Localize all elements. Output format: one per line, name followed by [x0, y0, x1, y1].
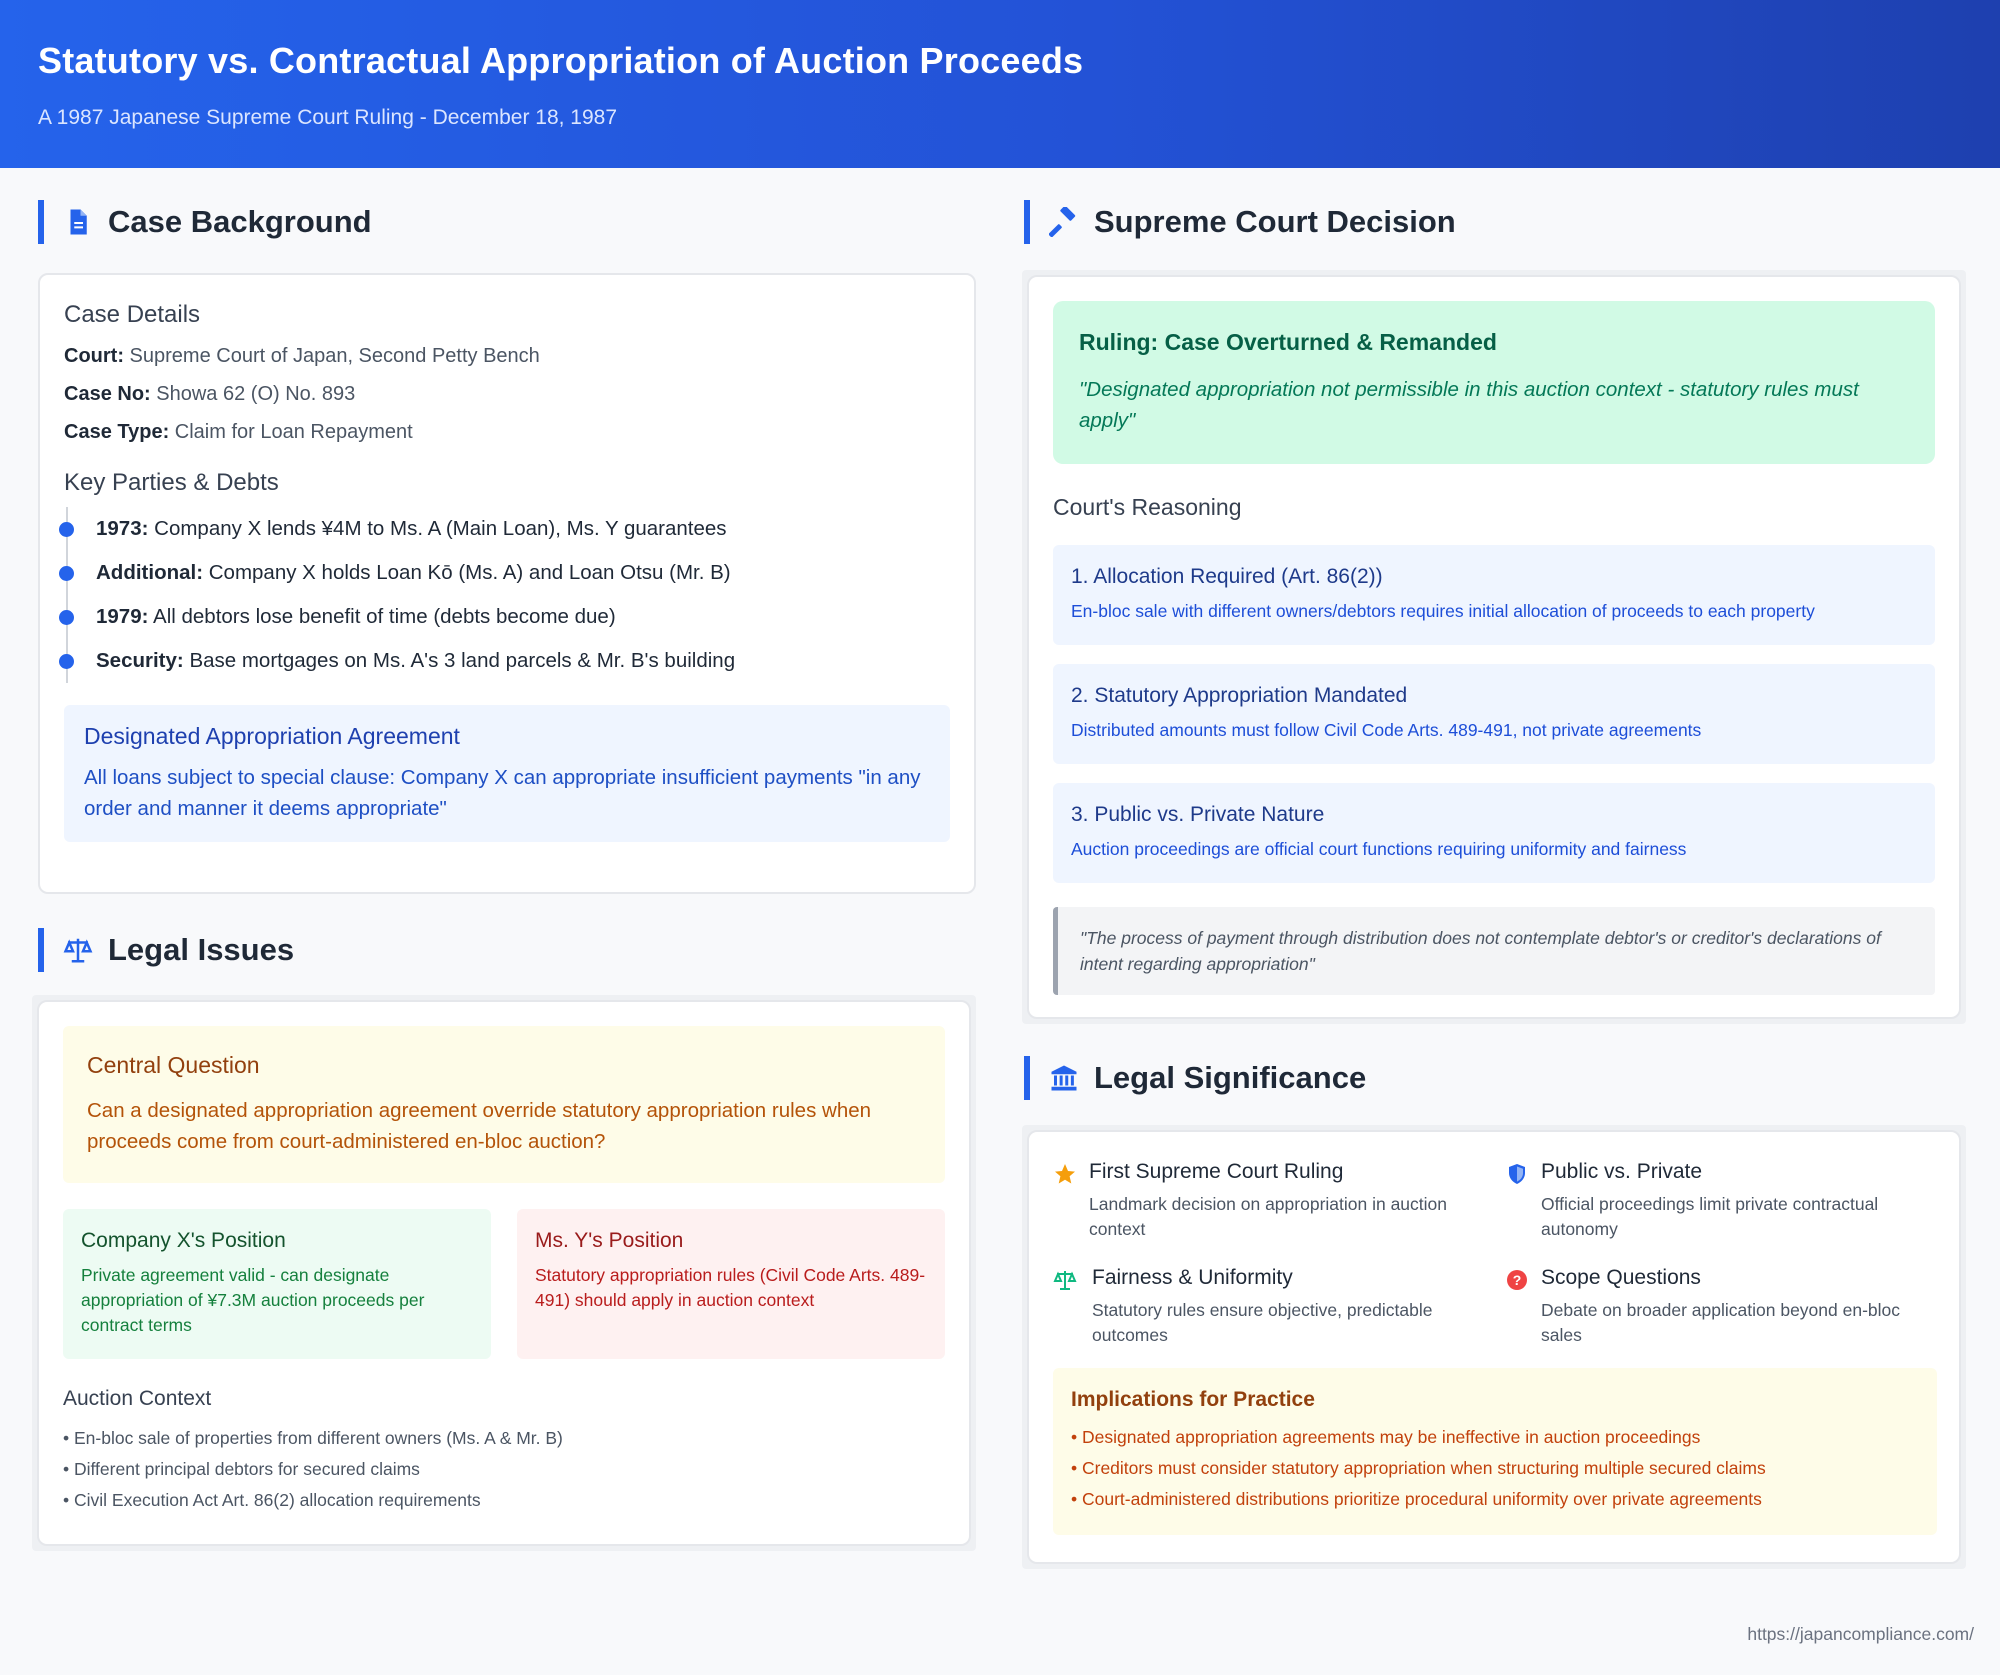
detail-case-no: Case No: Showa 62 (O) No. 893 — [64, 383, 356, 405]
legal-issues-wrap — [32, 995, 976, 1551]
significance-card — [1027, 1130, 1961, 1564]
footer-url: https://japancompliance.com/ — [1747, 1624, 1974, 1644]
significance-item: First Supreme Court Ruling Landmark decision on appropriation in auction context — [1053, 1160, 1473, 1242]
positions-row — [63, 1209, 945, 1359]
legal-issues-card — [37, 1000, 971, 1546]
legal-significance-heading: Legal Significance — [1024, 1056, 1966, 1100]
implications-box: Implications for Practice • Designated appropriation agreements may be ineffective in auction proceedings • Creditors must consider statutory appropriation when structuring multiple secured claims • Court-administered distributions prioritize procedural uniformity over private agreements — [1053, 1368, 1937, 1535]
reason-item: 3. Public vs. Private Nature Auction proceedings are official court functions requiring uniformity and fairness — [1053, 783, 1935, 883]
scales-icon — [62, 934, 94, 966]
reason-item: 1. Allocation Required (Art. 86(2)) En-bloc sale with different owners/debtors requires initial allocation of proceeds to each property — [1053, 545, 1935, 645]
list-item: • En-bloc sale of properties from different owners (Ms. A & Mr. B) — [63, 1428, 563, 1448]
page-header — [0, 0, 2000, 168]
decision-wrap — [1022, 270, 1966, 1024]
detail-case-type: Case Type: Claim for Loan Repayment — [64, 421, 413, 443]
left-column — [38, 200, 976, 1551]
list-item: • Designated appropriation agreements may be ineffective in auction proceedings — [1071, 1427, 1701, 1447]
document-icon — [62, 206, 94, 238]
list-item: • Court-administered distributions prioritize procedural uniformity over private agreements — [1071, 1489, 1762, 1509]
svg-text:?: ? — [1512, 1272, 1522, 1288]
timeline-item: Security: Base mortgages on Ms. A's 3 land parcels & Mr. B's building — [68, 639, 950, 683]
list-item: • Different principal debtors for secured claims — [63, 1459, 420, 1479]
decision-card — [1027, 275, 1961, 1019]
institution-icon — [1048, 1062, 1080, 1094]
gavel-icon — [1048, 206, 1080, 238]
case-details-title: Case Details — [64, 301, 201, 328]
auction-context-list — [63, 1423, 945, 1516]
page-title: Statutory vs. Contractual Appropriation of Auction Proceeds — [38, 40, 1084, 81]
significance-item: Public vs. Private Official proceedings limit private contractual autonomy — [1505, 1160, 1925, 1242]
significance-item: Fairness & Uniformity Statutory rules ensure objective, predictable outcomes — [1053, 1266, 1473, 1348]
page-subtitle: A 1987 Japanese Supreme Court Ruling - December 18, 1987 — [38, 106, 618, 129]
ms-y-position: Ms. Y's Position Statutory appropriation rules (Civil Code Arts. 489-491) should apply in auction context — [517, 1209, 945, 1359]
case-details — [64, 337, 950, 451]
shield-icon — [1505, 1162, 1529, 1186]
ruling-box: Ruling: Case Overturned & Remanded "Designated appropriation not permissible in this auction context - statutory rules must apply" — [1053, 301, 1935, 464]
company-x-position: Company X's Position Private agreement valid - can designate appropriation of ¥7.3M auction proceeds per contract terms — [63, 1209, 491, 1359]
scales-icon — [1053, 1268, 1077, 1292]
courts-reasoning-title: Court's Reasoning — [1053, 494, 1242, 520]
detail-court: Court: Supreme Court of Japan, Second Petty Bench — [64, 345, 540, 367]
reason-item: 2. Statutory Appropriation Mandated Distributed amounts must follow Civil Code Arts. 489-491, not private agreements — [1053, 664, 1935, 764]
legal-issues-heading: Legal Issues — [38, 928, 976, 972]
list-item: • Creditors must consider statutory appropriation when structuring multiple secured claims — [1071, 1458, 1766, 1478]
case-background-heading: Case Background — [38, 200, 976, 244]
central-question-box: Central Question Can a designated appropriation agreement override statutory appropriation rules when proceeds come from court-administered en-bloc auction? — [63, 1026, 945, 1183]
list-item: • Civil Execution Act Art. 86(2) allocation requirements — [63, 1490, 481, 1510]
significance-wrap — [1022, 1125, 1966, 1569]
designated-appropriation-box: Designated Appropriation Agreement All loans subject to special clause: Company X can appropriate insufficient payments "in any order and manner it deems appropriate" — [64, 705, 950, 842]
timeline-item: 1973: Company X lends ¥4M to Ms. A (Main Loan), Ms. Y guarantees — [68, 507, 950, 551]
court-quote: "The process of payment through distribution does not contemplate debtor's or creditor's declarations of intent regarding appropriation" — [1053, 907, 1935, 995]
timeline — [66, 507, 950, 683]
timeline-item: Additional: Company X holds Loan Kō (Ms. A) and Loan Otsu (Mr. B) — [68, 551, 950, 595]
right-column — [1024, 200, 1966, 1569]
key-parties-title: Key Parties & Debts — [64, 469, 279, 496]
supreme-court-decision-heading: Supreme Court Decision — [1024, 200, 1966, 244]
auction-context-title: Auction Context — [63, 1387, 212, 1410]
star-icon — [1053, 1162, 1077, 1186]
significance-item: ? Scope Questions Debate on broader application beyond en-bloc sales — [1505, 1266, 1925, 1348]
implications-list — [1071, 1422, 1919, 1515]
case-background-card — [38, 273, 976, 894]
timeline-item: 1979: All debtors lose benefit of time (debts become due) — [68, 595, 950, 639]
question-icon — [1505, 1268, 1529, 1292]
